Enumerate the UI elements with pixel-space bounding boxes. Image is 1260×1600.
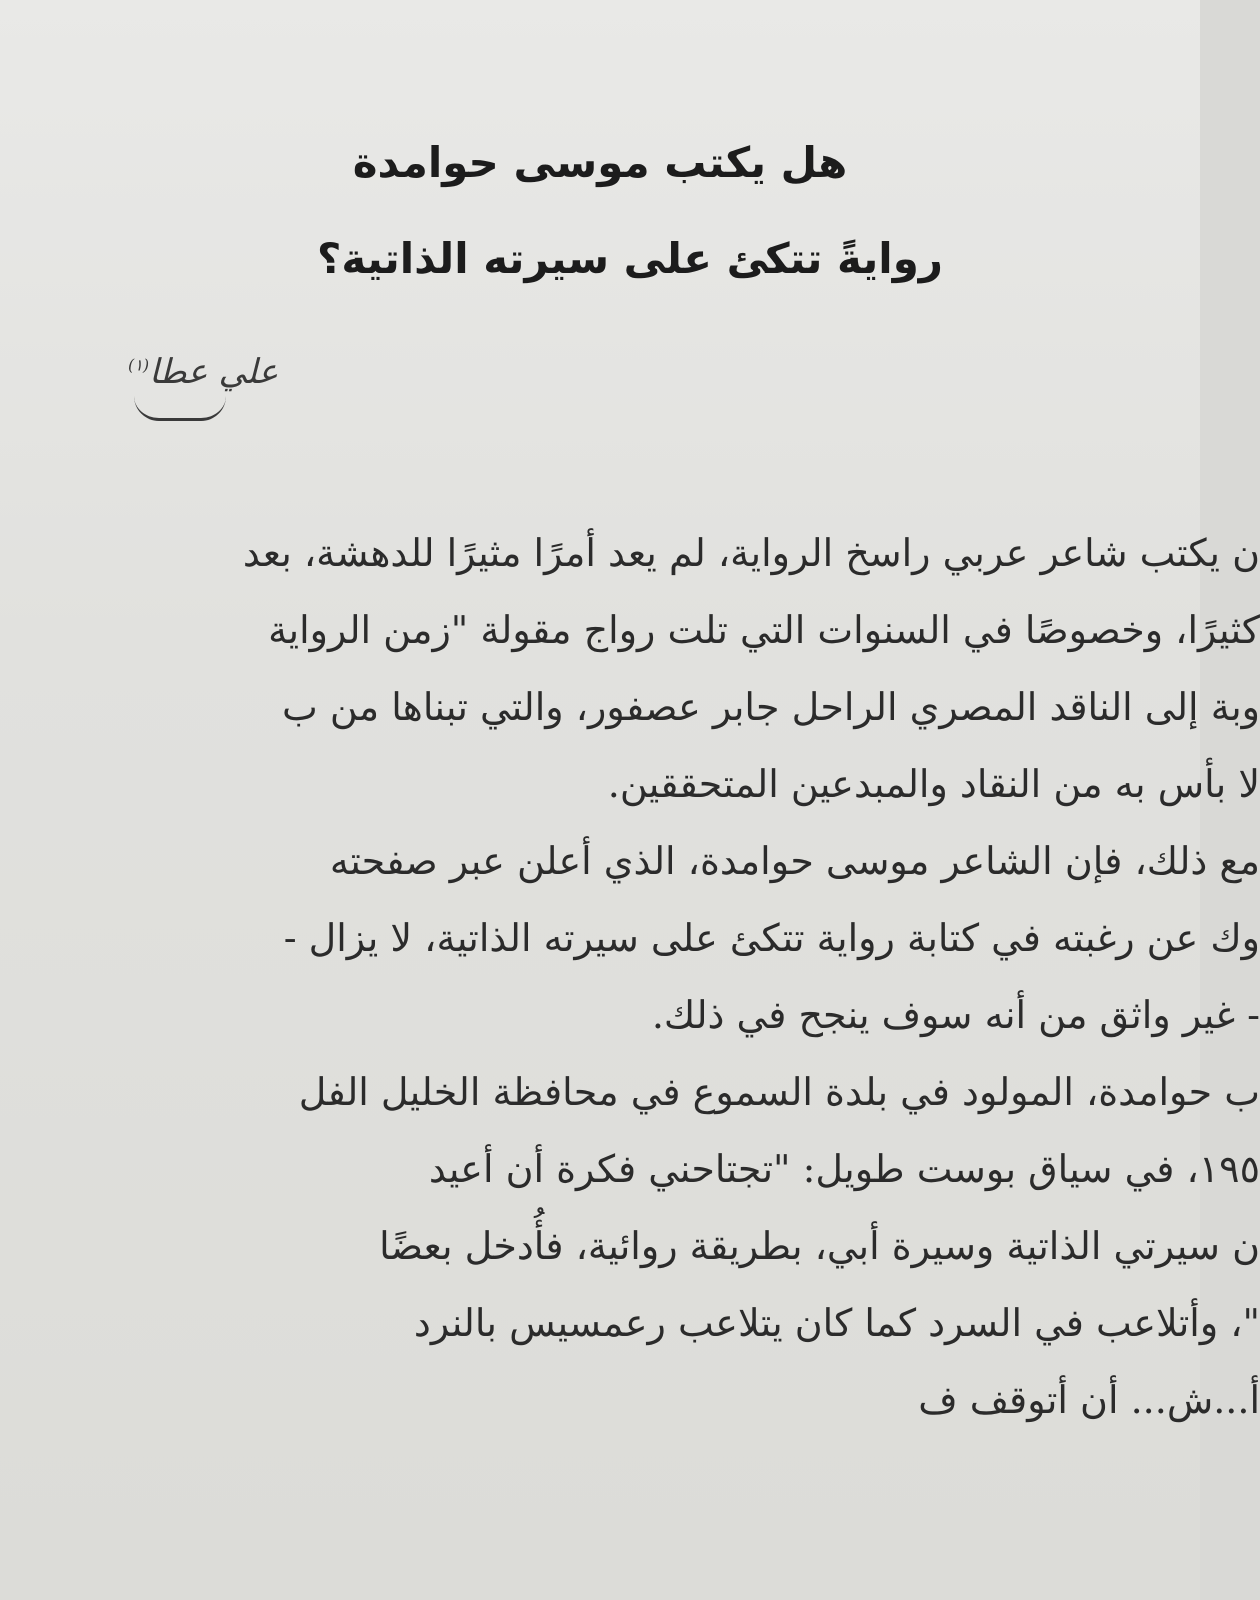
body-line: أ...ش... أن أتوقف ف: [918, 1378, 1260, 1422]
body-line: ١٩٥، في سياق بوست طويل: "تجتاحني فكرة أن أعيد: [428, 1147, 1260, 1191]
body-line: "، وأتلاعب في السرد كما كان يتلاعب رعمسيس بالنرد: [413, 1301, 1260, 1345]
author-name: علي عطا: [149, 352, 279, 392]
author-signature: [128, 352, 278, 392]
body-line: ن يكتب شاعر عربي راسخ الرواية، لم يعد أمرًا مثيرًا للدهشة، بعد: [242, 531, 1260, 575]
body-line: - غير واثق من أنه سوف ينجح في ذلك.: [651, 993, 1260, 1037]
title-block: [0, 140, 1200, 282]
author-footnote-marker: (١): [128, 355, 150, 375]
body-line: وك عن رغبته في كتابة رواية تتكئ على سيرته الذاتية، لا يزال -: [283, 916, 1260, 960]
article-body: [100, 515, 1260, 1439]
body-line: لا بأس به من النقاد والمبدعين المتحققين.: [607, 762, 1260, 806]
signature-flourish: [134, 396, 226, 421]
body-line: ن سيرتي الذاتية وسيرة أبي، بطريقة روائية، فأُدخل بعضًا: [379, 1224, 1260, 1268]
body-line: وبة إلى الناقد المصري الراحل جابر عصفور، والتي تبناها من ب: [282, 685, 1260, 729]
body-line: مع ذلك، فإن الشاعر موسى حوامدة، الذي أعلن عبر صفحته: [329, 839, 1260, 883]
body-line: ب حوامدة، المولود في بلدة السموع في محافظة الخليل الفل: [298, 1070, 1260, 1114]
article-title-line-1: هل يكتب موسى حوامدة: [352, 138, 848, 187]
body-line: كثيرًا، وخصوصًا في السنوات التي تلت رواج مقولة "زمن الرواية: [268, 608, 1260, 652]
article-title-line-2: روايةً تتكئ على سيرته الذاتية؟: [317, 234, 943, 284]
